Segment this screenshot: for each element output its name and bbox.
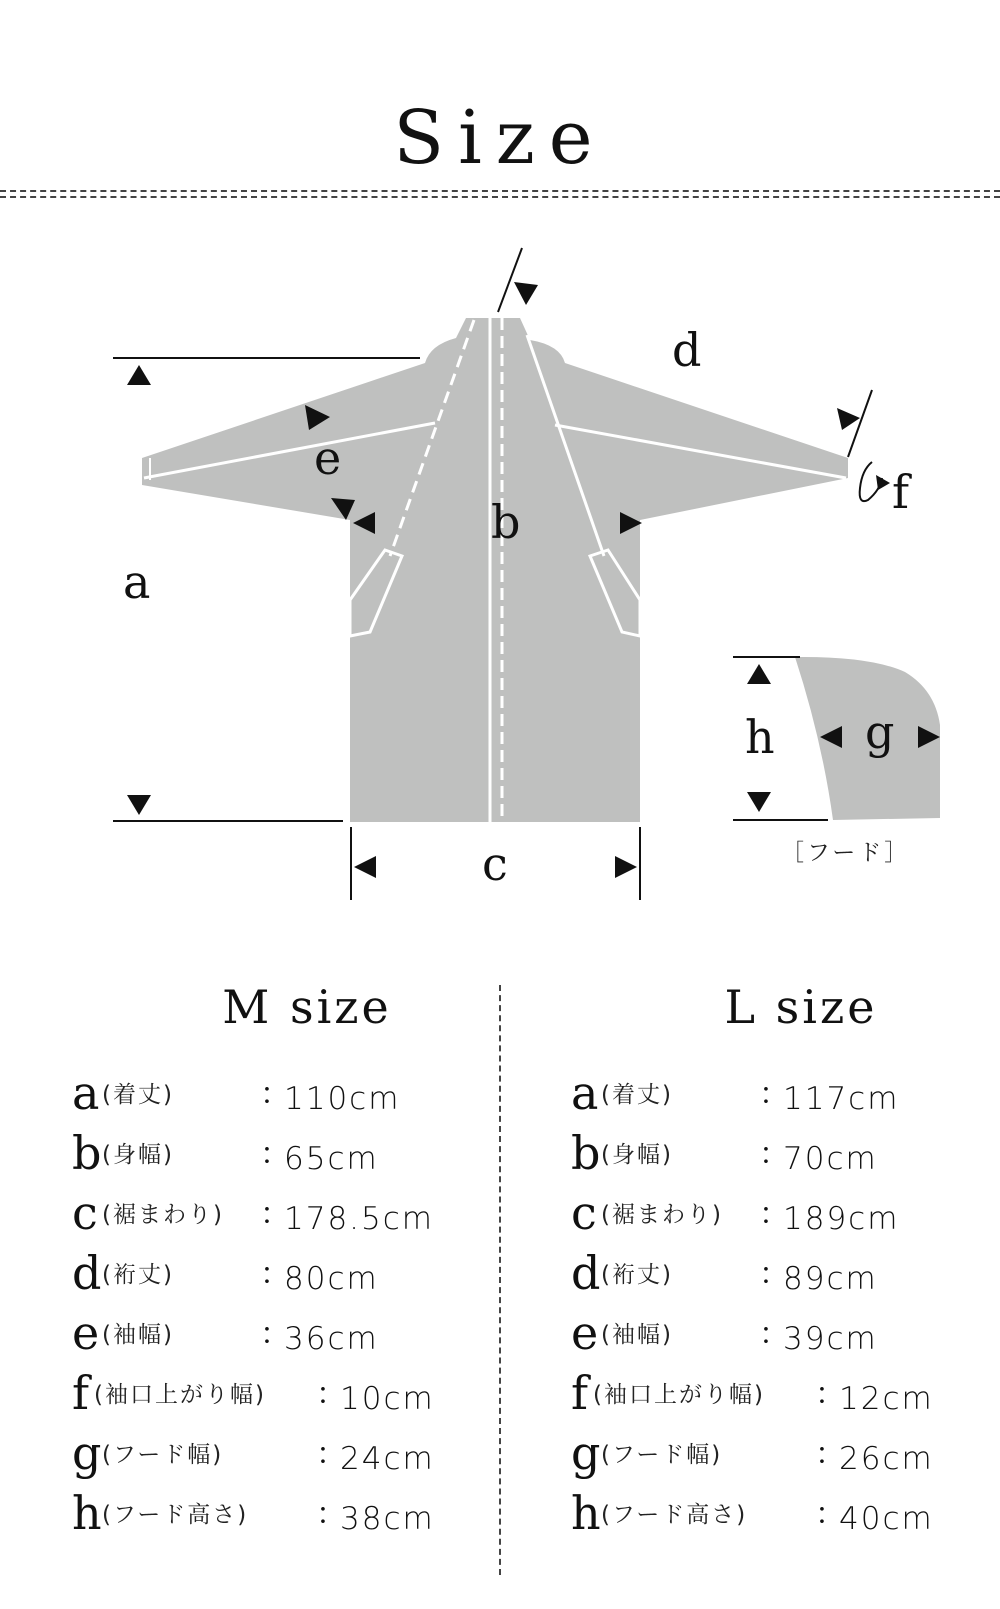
row-desc: (裄丈) [601, 1262, 673, 1288]
row-key: a [571, 1066, 599, 1120]
d-neck-tick [498, 248, 522, 312]
row-colon: ： [815, 1497, 845, 1532]
row-desc: (身幅) [601, 1142, 673, 1168]
label-d: d [672, 323, 702, 377]
row-value: 24cm [340, 1441, 435, 1477]
table-row [571, 1066, 1000, 1132]
label-f: f [892, 465, 910, 519]
row-desc: (袖口上がり幅) [94, 1382, 266, 1408]
row-colon: ： [316, 1437, 346, 1472]
row-value: 65cm [284, 1141, 379, 1177]
hood-caption: ［フード］ [781, 840, 911, 866]
row-key: c [72, 1186, 98, 1240]
d-arrow-neck [514, 282, 538, 305]
row-key: g [72, 1426, 102, 1480]
m-size-title: M size [222, 980, 392, 1034]
row-key: h [571, 1486, 601, 1540]
row-colon: ： [759, 1137, 789, 1172]
row-colon: ： [759, 1317, 789, 1352]
row-key: h [72, 1486, 102, 1540]
table-row [571, 1186, 1000, 1252]
table-row [72, 1486, 512, 1552]
row-desc: (身幅) [102, 1142, 174, 1168]
row-key: d [571, 1246, 601, 1300]
row-colon: ： [815, 1377, 845, 1412]
row-colon: ： [759, 1197, 789, 1232]
row-desc: (裾まわり) [102, 1202, 224, 1228]
row-colon: ： [260, 1077, 290, 1112]
row-value: 40cm [839, 1501, 934, 1537]
row-colon: ： [260, 1257, 290, 1292]
label-a: a [123, 555, 151, 609]
row-value: 39cm [783, 1321, 878, 1357]
c-arrow-left [354, 856, 376, 878]
row-value: 36cm [284, 1321, 379, 1357]
row-desc: (着丈) [601, 1082, 673, 1108]
f-arrow [876, 475, 890, 490]
h-arrow-down [747, 792, 771, 812]
table-row [72, 1366, 512, 1432]
coat-shape [142, 318, 848, 822]
label-e: e [314, 431, 342, 485]
table-row [571, 1306, 1000, 1372]
l-size-title: L size [724, 980, 878, 1034]
row-desc: (袖幅) [102, 1322, 174, 1348]
row-value: 38cm [340, 1501, 435, 1537]
row-desc: (袖幅) [601, 1322, 673, 1348]
row-colon: ： [260, 1317, 290, 1352]
table-row [571, 1246, 1000, 1312]
table-row [571, 1426, 1000, 1492]
table-row [571, 1486, 1000, 1552]
l-size-table [571, 980, 1000, 1552]
row-desc: (フード幅) [102, 1442, 224, 1468]
row-key: e [571, 1306, 599, 1360]
row-value: 10cm [340, 1381, 435, 1417]
row-key: a [72, 1066, 100, 1120]
row-value: 117cm [783, 1081, 900, 1117]
row-desc: (裄丈) [102, 1262, 174, 1288]
row-value: 110cm [284, 1081, 401, 1117]
row-value: 189cm [783, 1201, 900, 1237]
label-c: c [482, 837, 508, 891]
a-arrow-up [127, 365, 151, 385]
table-row [72, 1306, 512, 1372]
label-h: h [745, 710, 775, 764]
table-row [571, 1366, 1000, 1432]
row-colon: ： [815, 1437, 845, 1472]
c-arrow-right [615, 856, 637, 878]
row-key: e [72, 1306, 100, 1360]
table-row [72, 1246, 512, 1312]
row-desc: (フード高さ) [601, 1502, 748, 1528]
h-arrow-up [747, 664, 771, 684]
row-key: b [571, 1126, 601, 1180]
row-value: 178.5cm [284, 1201, 434, 1237]
row-key: c [571, 1186, 597, 1240]
table-row [72, 1426, 512, 1492]
row-desc: (着丈) [102, 1082, 174, 1108]
row-colon: ： [260, 1197, 290, 1232]
table-row [72, 1066, 512, 1132]
row-value: 12cm [839, 1381, 934, 1417]
a-arrow-down [127, 795, 151, 815]
page-title: Size [393, 95, 607, 181]
row-colon: ： [260, 1137, 290, 1172]
row-key: g [571, 1426, 601, 1480]
row-colon: ： [759, 1077, 789, 1112]
row-value: 89cm [783, 1261, 878, 1297]
d-arrow-cuff [837, 408, 860, 430]
row-value: 70cm [783, 1141, 878, 1177]
row-key: d [72, 1246, 102, 1300]
row-desc: (袖口上がり幅) [593, 1382, 765, 1408]
row-colon: ： [316, 1377, 346, 1412]
row-key: b [72, 1126, 102, 1180]
table-row [571, 1126, 1000, 1192]
row-colon: ： [759, 1257, 789, 1292]
label-g: g [865, 705, 895, 759]
row-desc: (フード高さ) [102, 1502, 249, 1528]
row-desc: (フード幅) [601, 1442, 723, 1468]
m-size-table [72, 980, 512, 1552]
row-value: 80cm [284, 1261, 379, 1297]
row-key: f [72, 1366, 90, 1420]
label-b: b [491, 495, 521, 549]
table-row [72, 1186, 512, 1252]
row-desc: (裾まわり) [601, 1202, 723, 1228]
table-row [72, 1126, 512, 1192]
row-value: 26cm [839, 1441, 934, 1477]
row-key: f [571, 1366, 589, 1420]
row-colon: ： [316, 1497, 346, 1532]
